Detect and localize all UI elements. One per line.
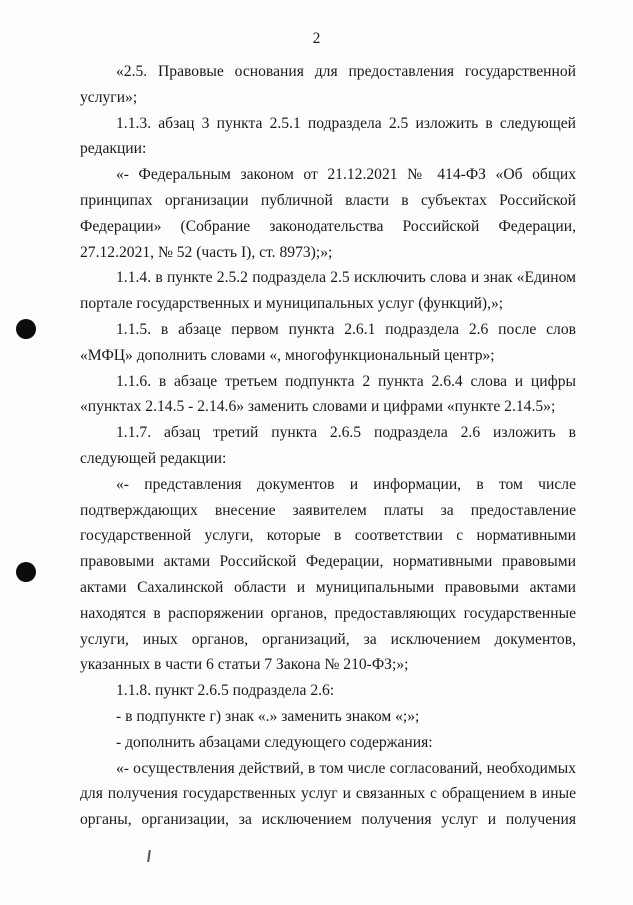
paragraph-1-1-3: 1.1.3. абзац 3 пункта 2.5.1 подраздела 2.5 изложить в следующей редакции:	[80, 114, 576, 158]
paragraph-section-2-5-title: «2.5. Правовые основания для предоставления государственной услуги»;	[80, 63, 576, 106]
paragraph-actions-quote: «- осуществления действий, в том числе согласований, необходимых для получения государственных услуг и связанных с обращением в иные органы, организации, за исключением получения услуг и получения	[80, 759, 576, 829]
scan-mark	[147, 850, 151, 862]
paragraph-1-1-6: 1.1.6. в абзаце третьем подпункта 2 пункта 2.6.4 слова и цифры «пунктах 2.14.5 - 2.14.6» заменить словами и цифрами «пункте 2.14.5»;	[80, 372, 576, 416]
punch-hole-bottom	[16, 562, 36, 582]
paragraph-1-1-8: 1.1.8. пункт 2.6.5 подраздела 2.6:	[116, 682, 335, 700]
page-number: 2	[312, 30, 321, 47]
paragraph-1-1-4: 1.1.4. в пункте 2.5.2 подраздела 2.5 исключить слова и знак «Едином портале государственных и муниципальных услуг (функций),»;	[80, 269, 576, 313]
paragraph-add-paragraphs: - дополнить абзацами следующего содержания:	[116, 733, 433, 751]
paragraph-federal-law-quote: «- Федеральным законом от 21.12.2021 № 414-ФЗ «Об общих принципах организации публичной власти в субъектах Российской Федерации» (Собрание законодательства Российской Федерации, 27.12.2021, № 52 (часть I), ст. 8973);»;	[80, 166, 576, 261]
paragraph-documents-quote: «- представления документов и информации, в том числе подтверждающих внесение заявителем платы за предоставление государственной услуги, которые в соответствии с нормативными правовыми актами Российской Федерации, нормативными правовыми актами Сахалинской области и муниципальными правовыми актами находятся в распоряжении органов, предоставляющих государственные услуги, иных органов, организаций, за исключением документов, указанных в части 6 статьи 7 Закона № 210-ФЗ;»;	[80, 475, 576, 674]
document-body	[80, 59, 576, 833]
paragraph-1-1-5: 1.1.5. в абзаце первом пункта 2.6.1 подраздела 2.6 после слов «МФЦ» дополнить словами «, многофункциональный центр»;	[80, 320, 576, 364]
paragraph-1-1-7: 1.1.7. абзац третий пункта 2.6.5 подраздела 2.6 изложить в следующей редакции:	[80, 424, 576, 467]
paragraph-subpoint-g: - в подпункте г) знак «.» заменить знаком «;»;	[116, 707, 420, 725]
punch-hole-top	[16, 319, 36, 339]
